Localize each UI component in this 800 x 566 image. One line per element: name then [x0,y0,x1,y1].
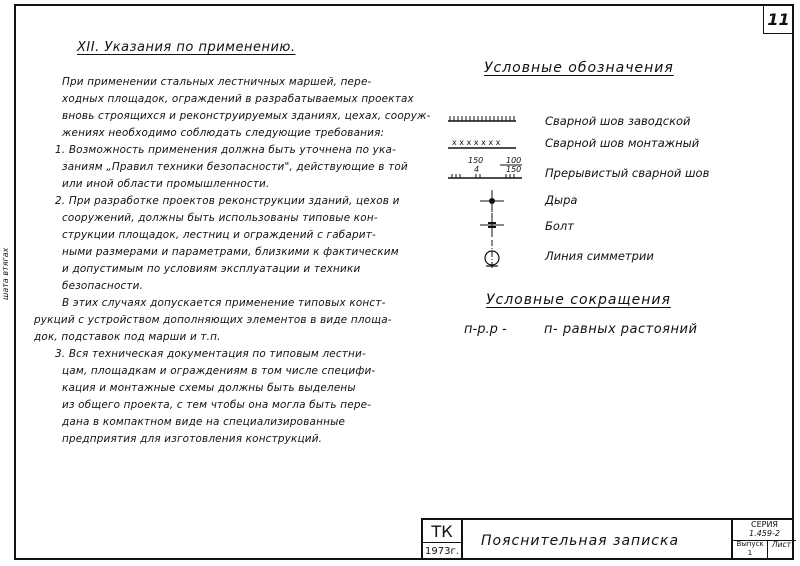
instruction-line: 2. При разработке проектов реконструкции зданий, цехов и [55,195,400,207]
instruction-line: сооружений, должны быть использованы типовые кон- [62,212,378,224]
instruction-line: ными размерами и параметрами, близкими к фактическим [62,246,399,258]
title-block [421,518,794,560]
weld-dim-top-right: 100 [506,156,522,165]
title-block-sheet [767,540,796,560]
hole-icon [478,190,506,214]
series-label: СЕРИЯ [750,520,778,529]
site-weld-icon [448,139,518,151]
weld-dim-bottom-left: 4 [474,165,480,174]
instruction-line: жениях необходимо соблюдать следующие требования: [62,127,385,139]
instruction-line: и допустимым по условиям эксплуатации и техники [62,263,361,275]
instruction-line: или иной области промышленности. [62,178,270,190]
legend-label-bolt: Болт [545,219,574,233]
instruction-line: струкции площадок, лестниц и ограждений с габарит- [62,229,376,241]
factory-weld-icon [448,115,518,127]
title-block-doc-title: Пояснительная записка [481,533,680,549]
legend-label-intermittent-weld: Прерывистый сварной шов [545,166,710,180]
intermittent-weld-icon [448,154,524,182]
abbreviation-key: п-р.р - [464,322,507,337]
instruction-line: предприятия для изготовления конструкций. [62,433,323,445]
issue-label: Выпуск [736,540,764,548]
series-value: 1.459-2 [749,529,780,538]
legend-label-hole: Дыра [545,193,578,207]
bolt-icon [478,213,506,239]
legend-label-site-weld: Сварной шов монтажный [545,136,700,150]
instructions-heading: XII. Указания по применению. [77,40,296,55]
instruction-line: 3. Вся техническая документация по типовым лестни- [55,348,366,360]
instruction-line: ходных площадок, ограждений в разрабатываемых проектах [62,93,414,105]
instruction-line: рукций с устройством дополняющих элементов в виде площа- [34,314,392,326]
instruction-line: 1. Возможность применения должна быть уточнена по ука- [55,144,397,156]
abbreviation-value: п- равных растояний [544,322,698,337]
legend-label-symmetry: Линия симметрии [545,249,654,263]
sheet-label: Лист [771,540,791,549]
instruction-line: дана в компактном виде на специализированные [62,416,346,428]
instruction-line: док, подставок под марши и т.п. [34,331,221,343]
svg-text:x x x x x x x: x x x x x x x [452,138,501,147]
instruction-line: заниям „Правил техники безопасности", действующие в той [62,161,408,173]
title-block-meta [731,520,796,560]
margin-stamp: шата втягах [1,247,10,300]
title-block-year: 1973г. [423,542,463,560]
instruction-line: цам, площадкам и ограждениям в том числе специфи- [62,365,376,377]
issue-value: 1 [747,549,753,557]
symmetry-icon [479,240,505,270]
abbreviations-title: Условные сокращения [486,292,671,308]
sheet-number: 11 [763,5,793,34]
title-block-org: ТК [423,520,463,543]
legend-title: Условные обозначения [484,60,674,76]
instruction-line: В этих случаях допускается применение типовых конст- [62,297,386,309]
legend-label-factory-weld: Сварной шов заводской [545,114,691,128]
instruction-line: из общего проекта, с тем чтобы она могла быть пере- [62,399,372,411]
weld-dim-bottom-right: 150 [506,165,522,174]
title-block-series [733,520,796,541]
title-block-issue [733,540,768,560]
instruction-line: При применении стальных лестничных маршей, пере- [62,76,372,88]
instruction-line: безопасности. [62,280,144,292]
instruction-line: кация и монтажные схемы должны быть выделены [62,382,356,394]
weld-dim-top-left: 150 [468,156,484,165]
instruction-line: вновь строящихся и реконструируемых зданиях, цехах, сооруж- [62,110,431,122]
